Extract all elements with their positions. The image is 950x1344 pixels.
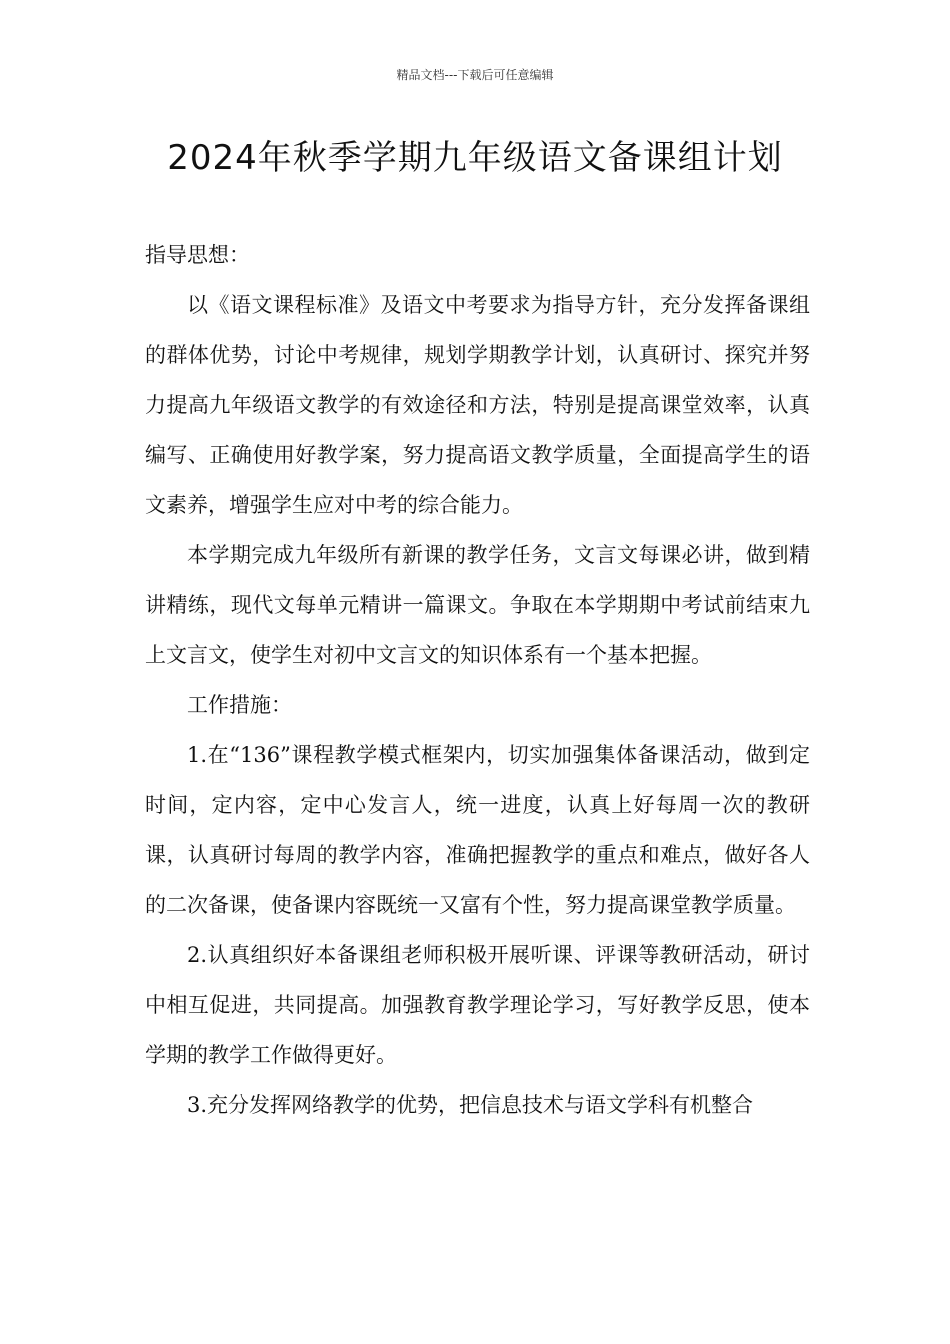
paragraph-measure-2: 2.认真组织好本备课组老师积极开展听课、评课等教研活动，研讨中相互促进，共同提高。加强教育教学理论学习，写好教学反思，使本学期的教学工作做得更好。 <box>145 943 810 1067</box>
paragraph-guiding-1: 以《语文课程标准》及语文中考要求为指导方针，充分发挥备课组的群体优势，讨论中考规律，规划学期教学计划，认真研讨、探究并努力提高九年级语文教学的有效途径和方法，特别是提高课堂效率，认真编写、正确使用好教学案，努力提高语文教学质量，全面提高学生的语文素养，增强学生应对中考的综合能力。 <box>145 293 810 517</box>
paragraph-measure-3: 3.充分发挥网络教学的优势，把信息技术与语文学科有机整合 <box>187 1093 754 1117</box>
document-body <box>145 230 810 1130</box>
section-heading-guiding: 指导思想： <box>145 243 250 267</box>
header-note: 精品文档---下载后可任意编辑 <box>396 68 554 82</box>
paragraph-guiding-2: 本学期完成九年级所有新课的教学任务，文言文每课必讲，做到精讲精练，现代文每单元精讲一篇课文。争取在本学期期中考试前结束九上文言文，使学生对初中文言文的知识体系有一个基本把握。 <box>145 543 810 667</box>
section-heading-measures: 工作措施： <box>187 693 292 717</box>
paragraph-measure-1: 1.在“136”课程教学模式框架内，切实加强集体备课活动，做到定时间，定内容，定中心发言人，统一进度，认真上好每周一次的教研课，认真研讨每周的教学内容，准确把握教学的重点和难点，做好各人的二次备课，使备课内容既统一又富有个性，努力提高课堂教学质量。 <box>145 743 810 917</box>
document-title: 2024年秋季学期九年级语文备课组计划 <box>167 138 783 178</box>
